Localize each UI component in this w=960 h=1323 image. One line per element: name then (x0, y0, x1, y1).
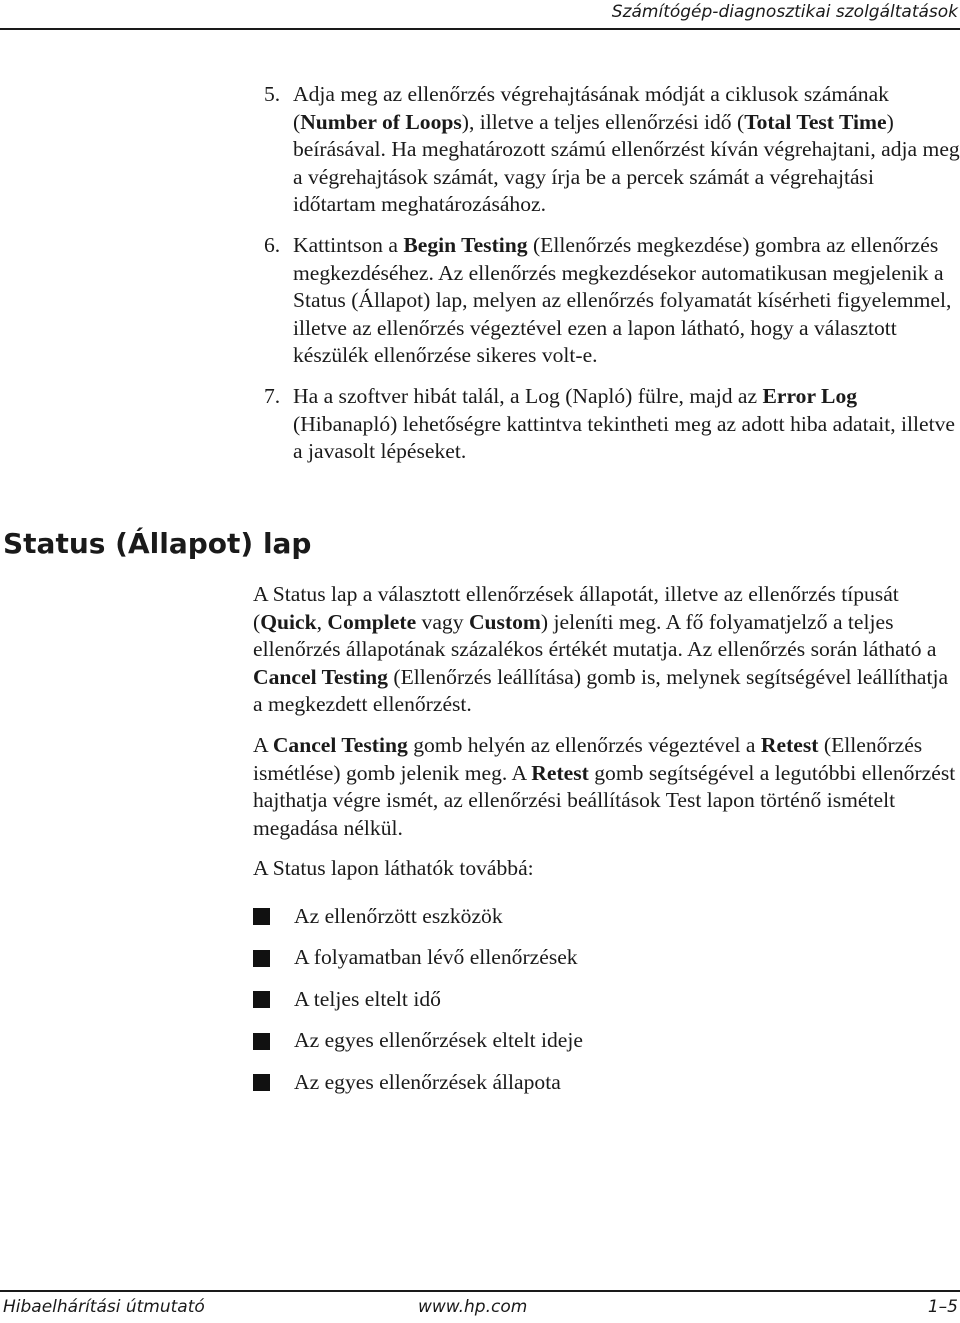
section-heading: Status (Állapot) lap (3, 527, 312, 560)
bullet-item (253, 937, 958, 979)
square-bullet-icon (253, 908, 270, 925)
paragraph: A Status lap a választott ellenőrzések állapotát, illetve az ellenőrzés típusát (Quick, Complete vagy Custom) jeleníti meg. A fő folyamatjelző a teljes ellenőrzés állapotának százalékos értékét mutatja. Az ellenőrzés során látható a Cancel Testing (Ellenőrzés leállítása) gomb is, melynek segítségével leállíthatja a megkezdett ellenőrzést. (253, 582, 949, 717)
step-text: Ha a szoftver hibát talál, a Log (Napló) fülre, majd az Error Log (Hibanapló) lehetőségre kattintva tekintheti meg az adott hiba adatait, illetve a javasolt lépéseket. (293, 383, 955, 464)
section-body (253, 581, 958, 1103)
bold-term: Complete (327, 609, 417, 634)
bold-term: Total Test Time (744, 109, 887, 134)
bullet-item (253, 979, 958, 1021)
bold-term: Number of Loops (300, 109, 462, 134)
bold-term: Begin Testing (403, 232, 528, 257)
step-text: Adja meg az ellenőrzés végrehajtásának módját a ciklusok számának (Number of Loops), illetve a teljes ellenőrzési idő (Total Test Time) beírásával. Ha meghatározott számú ellenőrzést kíván végrehajtani, adja meg a végrehajtások számát, vagy írja be a percek számát a végrehajtási időtartam meghatározásához. (293, 82, 960, 217)
bullet-item (253, 896, 958, 938)
bullet-text: Az egyes ellenőrzések eltelt ideje (294, 1028, 583, 1053)
bold-term: Cancel Testing (272, 732, 408, 757)
square-bullet-icon (253, 1074, 270, 1091)
footer-website-link[interactable]: www.hp.com (418, 1297, 528, 1317)
step-number: 5. (264, 82, 281, 106)
step-item (264, 383, 960, 466)
numbered-steps-list (264, 81, 960, 479)
bullet-item (253, 1062, 958, 1104)
footer-rule (0, 1290, 960, 1292)
step-text: Kattintson a Begin Testing (Ellenőrzés megkezdése) gombra az ellenőrzés megkezdéséhez. Az ellenőrzés megkezdésekor automatikusan megjelenik a Status (Állapot) lap, melyen az ellenőrzés folyamatát kísérheti figyelemmel, illetve az ellenőrzés végeztével ezen a lapon látható, hogy a választott készülék ellenőrzése sikeres volt-e. (293, 232, 952, 368)
bold-term: Error Log (762, 383, 858, 408)
bold-term: Retest (760, 732, 819, 757)
footer-page-number: 1–5 (927, 1297, 958, 1317)
square-bullet-icon (253, 950, 270, 967)
header-rule (0, 28, 960, 30)
square-bullet-icon (253, 991, 270, 1008)
paragraph: A Cancel Testing gomb helyén az ellenőrzés végeztével a Retest (Ellenőrzés ismétlése) gomb jelenik meg. A Retest gomb segítségével a legutóbbi ellenőrzést hajthatja végre ismét, az ellenőrzési beállítások Test lapon történő ismételt megadása nélkül. (253, 732, 956, 840)
running-header-title: Számítógép-diagnosztikai szolgáltatások (611, 2, 958, 22)
step-item (264, 81, 960, 219)
bullet-text: Az egyes ellenőrzések állapota (294, 1069, 561, 1094)
square-bullet-icon (253, 1033, 270, 1050)
bullet-text: A folyamatban lévő ellenőrzések (294, 945, 578, 970)
bullet-list (253, 896, 958, 1104)
step-number: 6. (264, 232, 281, 257)
bullet-item (253, 1020, 958, 1062)
step-number: 7. (264, 383, 281, 408)
paragraph: A Status lapon láthatók továbbá: (253, 856, 534, 881)
bold-term: Quick (260, 609, 317, 634)
bullet-text: A teljes eltelt idő (294, 986, 441, 1011)
bold-term: Retest (531, 760, 589, 785)
bold-term: Custom (468, 609, 541, 634)
bullet-text: Az ellenőrzött eszközök (294, 903, 503, 928)
footer-manual-title: Hibaelhárítási útmutató (3, 1297, 205, 1317)
bold-term: Cancel Testing (253, 664, 388, 689)
step-item (264, 232, 960, 370)
